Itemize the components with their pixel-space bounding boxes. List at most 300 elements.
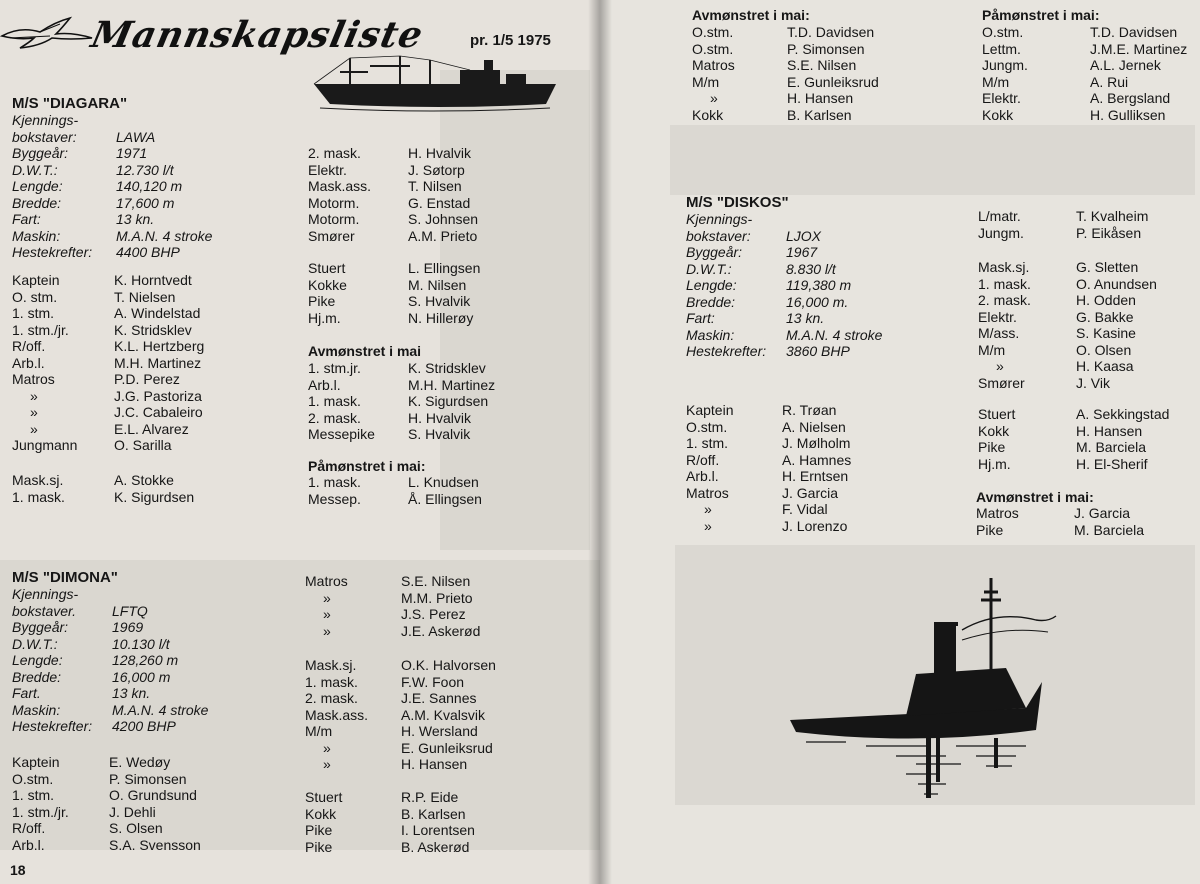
- row-label: Jungm.: [978, 224, 1024, 241]
- row-label: O.stm.: [692, 24, 734, 40]
- crew-row: [686, 485, 838, 502]
- row-value: J. Mølholm: [782, 435, 851, 451]
- row-label: Mask.ass.: [308, 178, 372, 194]
- crew-row: [692, 107, 852, 124]
- crew-row: [692, 24, 874, 41]
- row-value: H. Gulliksen: [1090, 106, 1166, 123]
- row-value: E. Gunleiksrud: [787, 73, 879, 90]
- row-label: »: [30, 387, 38, 404]
- row-label: 2. mask.: [308, 145, 361, 161]
- row-value: A.L. Jernek: [1090, 57, 1161, 73]
- row-label: O. stm.: [12, 288, 58, 305]
- row-value: H. El-Sherif: [1076, 455, 1148, 472]
- row-label: Lengde:: [686, 277, 737, 293]
- row-label: »: [323, 589, 331, 606]
- row-label: 1. mask.: [978, 275, 1031, 292]
- row-value: A.M. Prieto: [408, 227, 478, 244]
- row-value: M.H. Martinez: [408, 376, 496, 393]
- list-date: pr. 1/5 1975: [470, 32, 551, 49]
- crew-row: [305, 723, 478, 740]
- row-value: N. Hillerøy: [408, 309, 474, 326]
- row-label: Matros: [686, 484, 729, 501]
- row-label: Arb.l.: [12, 354, 45, 371]
- crew-row: [12, 338, 204, 355]
- row-label: Motorm.: [308, 211, 360, 227]
- crew-row: [308, 377, 495, 394]
- crew-row: [686, 402, 836, 419]
- row-label: O.stm.: [12, 770, 54, 787]
- crew-row: [692, 57, 856, 74]
- row-value: M.A.N. 4 stroke: [112, 701, 209, 718]
- row-value: J. Dehli: [109, 803, 156, 820]
- row-value: M.A.N. 4 stroke: [786, 326, 883, 343]
- row-label: »: [704, 501, 712, 517]
- crew-row: [12, 355, 201, 372]
- row-value: 16,000 m.: [786, 293, 849, 310]
- crew-row: [692, 90, 853, 107]
- crew-row: [686, 452, 851, 469]
- row-value: A. Bergsland: [1090, 90, 1171, 106]
- row-value: S.E. Nilsen: [787, 57, 857, 73]
- row-value: A. Sekkingstad: [1076, 406, 1170, 422]
- row-value: J. Vik: [1076, 374, 1110, 391]
- spec-row: [686, 261, 836, 278]
- row-label: 2. mask.: [305, 690, 358, 706]
- row-label: Lengde:: [12, 652, 63, 668]
- row-label: Arb.l.: [12, 836, 45, 853]
- tugboat-drawing-icon: [786, 570, 1086, 805]
- crew-row: [308, 474, 479, 491]
- row-label: R/off.: [12, 338, 46, 354]
- row-value: 3860 BHP: [786, 343, 850, 359]
- crew-row: [978, 225, 1141, 242]
- crew-row: [305, 822, 475, 839]
- crew-row: [978, 358, 1134, 375]
- crew-row: [308, 195, 470, 212]
- row-label: Hestekrefter:: [12, 718, 93, 734]
- row-value: O. Sarilla: [114, 437, 172, 453]
- crew-row: [308, 410, 471, 427]
- row-value: H. Hansen: [787, 90, 854, 106]
- row-label: 1. stm./jr.: [12, 803, 69, 820]
- row-label: Pike: [305, 822, 333, 838]
- row-value: L. Knudsen: [408, 474, 479, 490]
- row-value: J. Søtorp: [408, 161, 465, 178]
- row-value: F.W. Foon: [401, 673, 465, 690]
- crew-row: [12, 421, 189, 438]
- row-value: LAWA: [116, 128, 156, 145]
- row-label: Kaptein: [12, 754, 60, 770]
- row-label: Smører: [308, 227, 355, 244]
- row-value: A. Hamnes: [782, 451, 852, 468]
- row-value: 128,260 m: [112, 652, 179, 668]
- crew-row: [686, 419, 846, 436]
- row-value: O. Olsen: [1076, 341, 1132, 358]
- signed-off-heading: Avmønstret i mai:: [692, 7, 810, 23]
- row-value: O. Grundsund: [109, 787, 197, 803]
- row-value: R. Trøan: [782, 402, 837, 418]
- spec-row: [686, 228, 821, 245]
- row-label: 1. stm.: [686, 435, 729, 451]
- crew-row: [978, 208, 1148, 225]
- row-label: Matros: [692, 57, 735, 73]
- crew-row: [12, 388, 202, 405]
- crew-row: [686, 435, 850, 452]
- row-value: LFTQ: [112, 602, 148, 619]
- row-label: Bredde:: [12, 194, 62, 211]
- row-label: Motorm.: [308, 194, 360, 211]
- row-label: Messepike: [308, 426, 375, 442]
- row-label: 1. stm./jr.: [12, 321, 69, 338]
- row-value: M. Nilsen: [408, 276, 467, 293]
- spec-row: [12, 669, 170, 686]
- crew-row: [308, 145, 471, 162]
- row-value: T. Nilsen: [408, 178, 462, 194]
- crew-row: [305, 707, 485, 724]
- row-value: 13 kn.: [116, 211, 155, 227]
- row-value: S. Kasine: [1076, 325, 1136, 341]
- row-value: H. Hansen: [1076, 422, 1143, 439]
- row-value: H. Wersland: [401, 723, 478, 739]
- crew-row: [978, 325, 1136, 342]
- row-label: Maskin:: [686, 326, 735, 343]
- row-value: A. Stokke: [114, 472, 174, 488]
- crew-row: [982, 41, 1187, 58]
- spec-row: [12, 702, 208, 719]
- row-label: Hestekrefter:: [686, 343, 767, 359]
- row-label: Pike: [305, 838, 333, 855]
- crew-row: [12, 472, 174, 489]
- spec-row: [686, 310, 824, 327]
- row-label: »: [323, 606, 331, 622]
- crew-row: [308, 310, 473, 327]
- row-value: 1967: [786, 244, 818, 260]
- row-value: S. Hvalvik: [408, 293, 471, 309]
- spec-row: [12, 586, 112, 603]
- row-label: Fart:: [686, 310, 715, 326]
- right-page: [600, 0, 1200, 884]
- crew-row: [308, 393, 488, 410]
- row-value: O.K. Halvorsen: [401, 657, 496, 673]
- row-label: Pike: [978, 439, 1006, 455]
- crew-row: [12, 322, 192, 339]
- crew-row: [12, 771, 187, 788]
- row-label: Jungmann: [12, 437, 78, 453]
- row-value: Å. Ellingsen: [408, 490, 482, 507]
- row-value: H. Hvalvik: [408, 409, 472, 426]
- spec-row: [12, 619, 143, 636]
- crew-row: [686, 468, 848, 485]
- row-label: »: [30, 404, 38, 420]
- row-label: M/m: [982, 73, 1010, 90]
- crew-row: [976, 505, 1130, 522]
- row-value: 12.730 l/t: [116, 161, 174, 178]
- crew-row: [686, 518, 847, 535]
- row-value: I. Lorentsen: [401, 822, 475, 838]
- crew-row: [982, 90, 1170, 107]
- row-label: Pike: [308, 293, 336, 309]
- row-label: Matros: [12, 371, 55, 387]
- row-value: B. Karlsen: [401, 805, 466, 822]
- row-label: R/off.: [12, 820, 46, 836]
- row-value: A. Rui: [1090, 73, 1129, 90]
- row-label: 1. stm.: [12, 787, 55, 803]
- crew-row: [305, 623, 480, 640]
- row-value: G. Enstad: [408, 194, 471, 211]
- row-value: J.C. Cabaleiro: [114, 404, 203, 420]
- spec-row: [12, 603, 148, 620]
- row-label: bokstaver:: [686, 227, 751, 244]
- crew-row: [308, 178, 462, 195]
- row-value: J. Garcia: [1074, 505, 1131, 521]
- crew-row: [305, 740, 493, 757]
- row-label: Kaptein: [12, 272, 60, 288]
- crew-row: [978, 439, 1146, 456]
- crew-row: [978, 259, 1138, 276]
- crew-row: [686, 501, 828, 518]
- row-label: Mask.sj.: [305, 657, 357, 673]
- row-label: Byggeår:: [686, 244, 743, 260]
- row-value: LJOX: [786, 227, 822, 244]
- row-value: K. Sigurdsen: [408, 393, 489, 409]
- row-label: Stuert: [978, 406, 1016, 422]
- row-value: P.D. Perez: [114, 371, 180, 387]
- row-value: S.E. Nilsen: [401, 573, 471, 589]
- crew-row: [978, 292, 1136, 309]
- crew-row: [978, 342, 1131, 359]
- row-value: R.P. Eide: [401, 789, 459, 805]
- row-value: 8.830 l/t: [786, 260, 836, 277]
- row-label: Lengde:: [12, 178, 63, 194]
- row-value: K.L. Hertzberg: [114, 338, 205, 354]
- row-label: »: [710, 90, 718, 106]
- row-value: M. Barciela: [1074, 521, 1145, 538]
- row-value: 4400 BHP: [116, 244, 180, 260]
- signed-on-heading: Påmønstret i mai:: [982, 7, 1100, 23]
- row-value: S.A. Svensson: [109, 836, 201, 853]
- crew-row: [12, 371, 180, 388]
- crew-row: [12, 289, 175, 306]
- crew-row: [308, 211, 478, 228]
- row-value: S. Hvalvik: [408, 426, 471, 442]
- crew-row: [305, 590, 473, 607]
- crew-row: [305, 690, 477, 707]
- row-label: Hj.m.: [978, 455, 1011, 472]
- row-value: 1971: [116, 145, 148, 161]
- row-label: R/off.: [686, 451, 720, 468]
- row-value: J.M.E. Martinez: [1090, 40, 1188, 57]
- row-label: O.stm.: [692, 40, 734, 57]
- row-label: Arb.l.: [686, 468, 719, 484]
- row-value: S. Olsen: [109, 820, 163, 836]
- crew-row: [12, 754, 170, 771]
- crew-row: [978, 276, 1157, 293]
- row-label: Jungm.: [982, 57, 1028, 73]
- ship-drawing-icon: [310, 52, 562, 114]
- row-label: »: [996, 358, 1004, 374]
- crew-row: [982, 24, 1177, 41]
- row-label: 1. mask.: [308, 393, 361, 409]
- spec-row: [12, 178, 182, 195]
- row-value: M. Barciela: [1076, 439, 1147, 455]
- row-label: 1. mask.: [12, 488, 65, 505]
- crew-row: [308, 277, 466, 294]
- row-label: Kokk: [982, 106, 1014, 123]
- crew-row: [692, 41, 865, 58]
- row-label: L/matr.: [978, 208, 1021, 224]
- crew-row: [982, 74, 1128, 91]
- row-label: Kokk: [692, 106, 724, 123]
- page-number: 18: [10, 862, 26, 878]
- row-value: M.H. Martinez: [114, 354, 202, 371]
- show-through-area: [670, 125, 1195, 195]
- crew-row: [308, 293, 470, 310]
- row-label: Elektr.: [308, 161, 347, 178]
- row-label: 1. mask.: [308, 474, 361, 490]
- crew-row: [12, 404, 203, 421]
- row-label: »: [30, 420, 38, 437]
- crew-row: [305, 839, 469, 856]
- book-gutter: [588, 0, 612, 884]
- row-label: Mask.ass.: [305, 706, 369, 723]
- spec-row: [12, 195, 174, 212]
- row-label: Kokk: [305, 805, 337, 822]
- crew-row: [305, 806, 466, 823]
- crew-row: [978, 456, 1148, 473]
- signed-on-heading: Påmønstret i mai:: [308, 458, 426, 474]
- crew-row: [982, 57, 1161, 74]
- row-value: A. Windelstad: [114, 305, 201, 321]
- row-value: H. Hvalvik: [408, 145, 472, 161]
- row-label: »: [323, 756, 331, 772]
- row-value: O. Anundsen: [1076, 275, 1157, 292]
- row-label: Mask.sj.: [12, 472, 64, 488]
- row-value: 16,000 m: [112, 668, 171, 685]
- row-label: Matros: [305, 573, 348, 589]
- spec-row: [12, 145, 147, 162]
- page-title: Mannskapsliste: [87, 14, 428, 56]
- row-label: Byggeår:: [12, 145, 69, 161]
- row-label: »: [704, 517, 712, 534]
- crew-row: [12, 437, 172, 454]
- row-label: O.stm.: [686, 418, 728, 435]
- crew-row: [308, 228, 477, 245]
- row-value: H. Erntsen: [782, 468, 849, 484]
- row-value: S. Johnsen: [408, 211, 479, 227]
- signed-off-heading: Avmønstret i mai: [308, 343, 422, 359]
- spec-row: [12, 636, 170, 653]
- row-label: Hestekrefter:: [12, 244, 93, 260]
- crew-row: [982, 107, 1165, 124]
- row-value: 13 kn.: [112, 685, 151, 701]
- row-value: K. Stridsklev: [114, 321, 192, 338]
- row-label: Maskin:: [12, 227, 61, 244]
- row-label: Kjennings-: [686, 211, 753, 227]
- row-label: Hj.m.: [308, 309, 341, 326]
- row-value: 1969: [112, 619, 144, 635]
- row-label: D.W.T.:: [12, 161, 58, 178]
- row-label: Kokk: [978, 422, 1010, 439]
- ship-name-dimona: M/S "DIMONA": [12, 569, 118, 586]
- row-value: B. Karlsen: [787, 106, 852, 123]
- row-value: P. Eikåsen: [1076, 224, 1142, 241]
- row-value: 4200 BHP: [112, 718, 176, 734]
- row-value: H. Hansen: [401, 756, 468, 772]
- crew-row: [12, 305, 200, 322]
- row-value: J. Lorenzo: [782, 517, 848, 534]
- row-label: Stuert: [305, 789, 343, 805]
- crew-row: [305, 573, 470, 590]
- spec-row: [12, 211, 154, 228]
- row-label: Mask.sj.: [978, 259, 1030, 275]
- spec-row: [12, 652, 178, 669]
- row-label: Arb.l.: [308, 376, 341, 393]
- row-value: E. Gunleiksrud: [401, 739, 493, 756]
- crew-row: [305, 674, 464, 691]
- row-label: Fart.: [12, 685, 41, 701]
- row-label: Bredde:: [12, 668, 62, 685]
- row-value: A. Nielsen: [782, 418, 846, 435]
- crew-row: [12, 837, 201, 854]
- row-label: Stuert: [308, 260, 346, 276]
- signed-off-heading: Avmønstret i mai:: [976, 489, 1094, 505]
- row-label: D.W.T.:: [686, 260, 732, 277]
- crew-row: [978, 309, 1134, 326]
- row-label: 2. mask.: [978, 292, 1031, 308]
- row-value: A.M. Kvalsvik: [401, 706, 486, 723]
- crew-row: [12, 804, 156, 821]
- row-label: Kjennings-: [12, 112, 79, 128]
- row-value: 17,600 m: [116, 194, 175, 211]
- row-value: T. Nielsen: [114, 288, 176, 305]
- row-value: J.E. Askerød: [401, 622, 481, 639]
- row-label: Lettm.: [982, 40, 1021, 57]
- row-value: B. Askerød: [401, 838, 470, 855]
- row-label: Byggeår:: [12, 619, 69, 635]
- row-value: 140,120 m: [116, 178, 183, 194]
- spec-row: [12, 129, 155, 146]
- crew-row: [978, 406, 1169, 423]
- row-value: J.S. Perez: [401, 606, 466, 622]
- row-label: M/m: [305, 723, 333, 739]
- crew-row: [305, 789, 458, 806]
- spec-row: [686, 244, 817, 261]
- row-value: H. Kaasa: [1076, 358, 1134, 374]
- row-value: 13 kn.: [786, 310, 825, 326]
- row-value: T. Kvalheim: [1076, 208, 1149, 224]
- row-value: J.G. Pastoriza: [114, 387, 202, 404]
- row-value: E.L. Alvarez: [114, 420, 189, 437]
- row-label: M/m: [692, 73, 720, 90]
- crew-row: [305, 657, 496, 674]
- row-value: K. Horntvedt: [114, 272, 192, 288]
- row-label: Kokke: [308, 276, 347, 293]
- row-label: 1. stm.jr.: [308, 360, 361, 376]
- bird-ornament-icon: [0, 14, 95, 54]
- row-value: L. Ellingsen: [408, 260, 481, 276]
- row-label: Maskin:: [12, 701, 61, 718]
- crew-row: [308, 426, 470, 443]
- row-label: Messep.: [308, 490, 361, 507]
- row-label: O.stm.: [982, 24, 1024, 40]
- row-value: P. Simonsen: [787, 40, 865, 57]
- spec-row: [686, 211, 786, 228]
- row-value: H. Odden: [1076, 292, 1136, 308]
- row-label: Bredde:: [686, 293, 736, 310]
- row-label: 1. stm.: [12, 305, 55, 321]
- row-label: Smører: [978, 374, 1025, 391]
- row-label: Kjennings-: [12, 586, 79, 602]
